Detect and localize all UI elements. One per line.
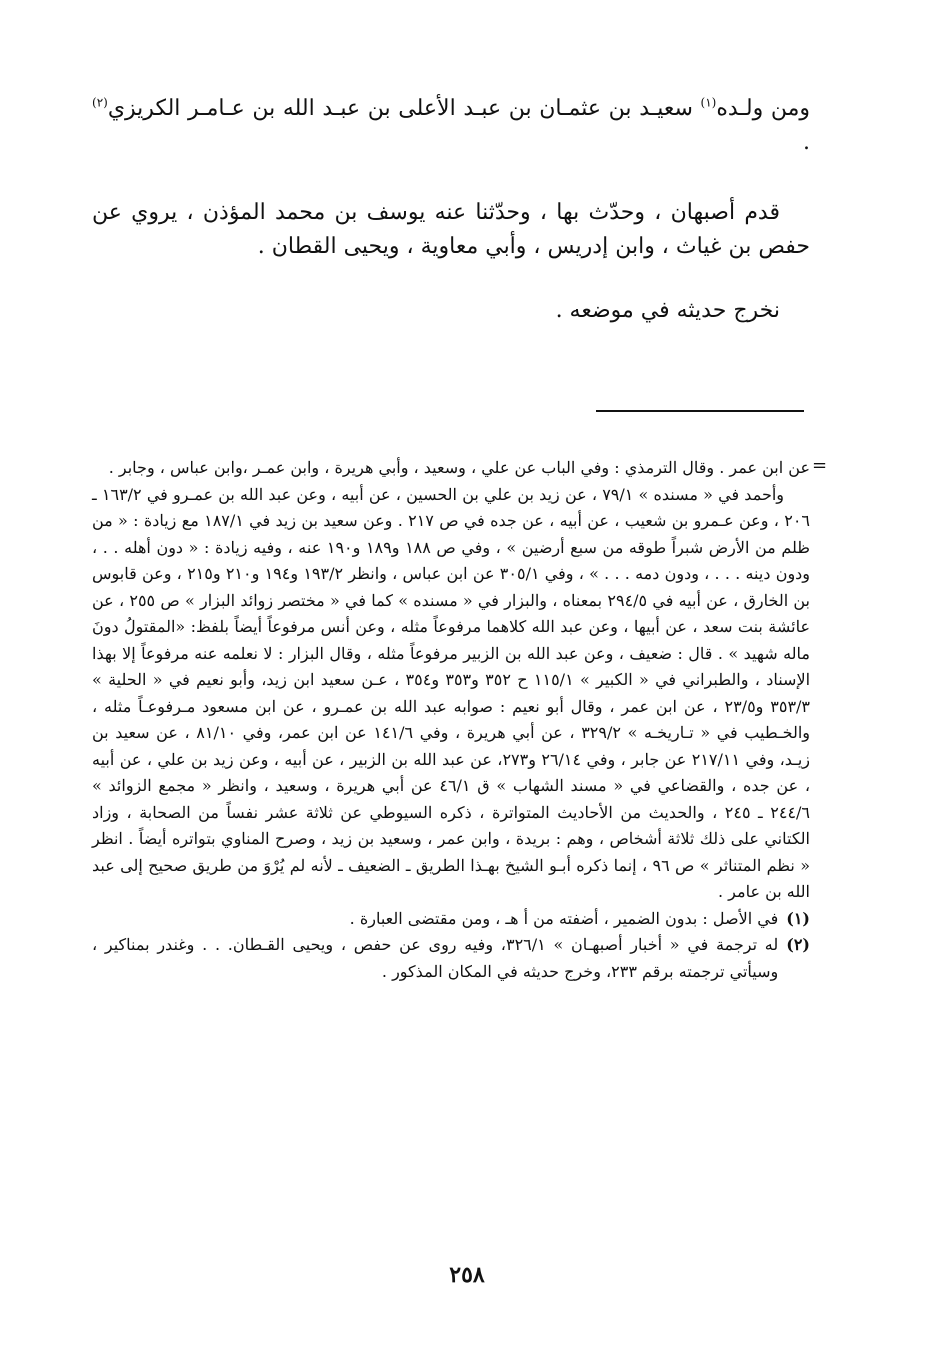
footnote-continuation-1: عن ابن عمر . وقال الترمذي : وفي الباب عن علي ، وسعيد ، وأبي هريرة ، وابن عمـر ،وابن عباس ، وجابر . (108, 458, 810, 477)
footnotes-area (92, 455, 810, 985)
paragraph-hadith: نخرج حديثه في موضعه . (555, 298, 780, 323)
footnote-ref-1[interactable]: (١) (700, 95, 717, 110)
footnote-2 (92, 932, 810, 985)
footnote-2-text: له ترجمة في « أخبار أصبهـان » ٣٢٦/١، وفيه روى عن حفص ، ويحيى القـطان. . . وغندر بمناكير ، وسيأتي ترجمته برقم ٢٣٣، وخرج حديثه في المكان المذكور . (92, 935, 779, 981)
page-number: ٢٥٨ (449, 1262, 485, 1288)
footnote-ref-2[interactable]: (٢) (92, 95, 108, 110)
lineage-text-end: . (803, 130, 810, 155)
footnote-continuation-2: وأحمد في « مسنده » ٧٩/١ ، عن زيد بن علي بن الحسين ، عن أبيه ، وعن عبد الله بن عمـرو في ١٦٣/٢ ـ ٢٠٦ ، وعن عـمرو بن شعيب ، عن أبيه ، عن جده في ص ٢١٧ . وعن سعيد بن زيد في ١٨٧/١ مع زيادة : « من ظلم من الأرض شبراً طوقه من سبع أرضين » ، وفي ص ١٨٨ و١٨٩ و١٩٠ عنه ، وفيه زيادة : « دون أهله . . ، ودون دينه . . . ، ودون دمه . . . » ، وفي ٣٠٥/١ عن ابن عباس ، وانظر ١٩٣/٢ و١٩٤ و٢١٠ و٢١٥ ، وعن قابوس بن الخارق ، عن أبيه في ٢٩٤/٥ بمعناه ، والبزار في « مسنده » كما في « مختصر زوائد البزار » ص ٢٥٥ ، عن عائشة بنت سعد ، عن أبيها ، وعن عبد الله كلاهما مرفوعاً مثله ، وعن أنس مرفوعاً أيضاً بلفظ: «المقتولُ دونَ ماله شهيد » . قال : ضعيف ، وعن عبد الله بن الزبير مرفوعاً مثله ، وقال البزار : لا نعلمه عنه مرفوعاً إلا بهذا الإسناد ، والطبراني في « الكبير » ١١٥/١ ح ٣٥٢ و٣٥٣ و٣٥٤ ، عـن سعيد ابن زيد، وأبو نعيم في « الحلية » ٣٥٣/٣ و٢٣/٥ ، عن ابن عمر ، وقال أبو نعيم : صوابه عبد الله بن عمـرو ، عن ابن مسعود مـرفوعـاً مثله ، والخـطيب في « تـاريخـه » ٣٢٩/٢ ، عن أبي هريرة ، وفي ١٤١/٦ عن ابن عمر، وفي ٨١/١٠ ، عن سعيد بن زيـد، وفي ٢١٧/١١ عن جابر ، وفي ٢٦/١٤ و٢٧٣، عن عبد الله بن الزبير ، عن أبيه ، وعن زيد بن علي ، عن أبيه ، عن جده ، والقضاعي في « مسند الشهاب » ق ٤٦/١ عن أبي هريرة ، وسعيد ، وانظر « مجمع الزوائد » ٢٤٤/٦ ـ ٢٤٥ ، والحديث من الأحاديث المتواترة ، ذكره السيوطي عن ثلاثة عشر نفساً من الصحابة ، وزاد الكتاني على ذلك ثلاثة أشخاص ، وهم : بريدة ، وابن عمر ، وسعيد بن زيد ، وصرح المناوي بتواتره أيضاً . انظر « نظم المتناثر » ص ٩٦ ، إنما ذكره أبـو الشيخ بهـذا الطريق ـ الضعيف ـ لأنه لم يُرْوَ من طريق صحيح إلى عبد الله بن عامر . (92, 484, 811, 901)
main-text-block (92, 92, 810, 160)
footnote-2-number: (٢) (786, 935, 810, 954)
footnote-1-number: (١) (786, 908, 810, 928)
footnote-separator (596, 410, 804, 412)
paragraph-isfahan: قدم أصبهان ، وحدّث بها ، وحدّثنا عنه يوسف بن محمد المؤذن ، يروي عن حفص بن غياث ، وابن إدريس ، وأبي معاوية ، ويحيى القطان . (92, 200, 810, 259)
paragraph-lineage (92, 92, 810, 160)
footnote-1-text: في الأصل : بدون الضمير ، أضفته من أ هـ ، ومن مقتضى العبارة . (349, 908, 779, 928)
main-text-block-2 (92, 196, 810, 264)
lineage-text: ومن ولـده (716, 96, 810, 121)
lineage-text-continued: سعيـد بن عثمـان بن عبـد الأعلى بن عبـد الله بن عـامـر الكريزي (107, 96, 701, 121)
footnote-1 (92, 906, 810, 933)
continuation-mark: = (812, 455, 828, 476)
main-text-block-3 (92, 294, 810, 328)
